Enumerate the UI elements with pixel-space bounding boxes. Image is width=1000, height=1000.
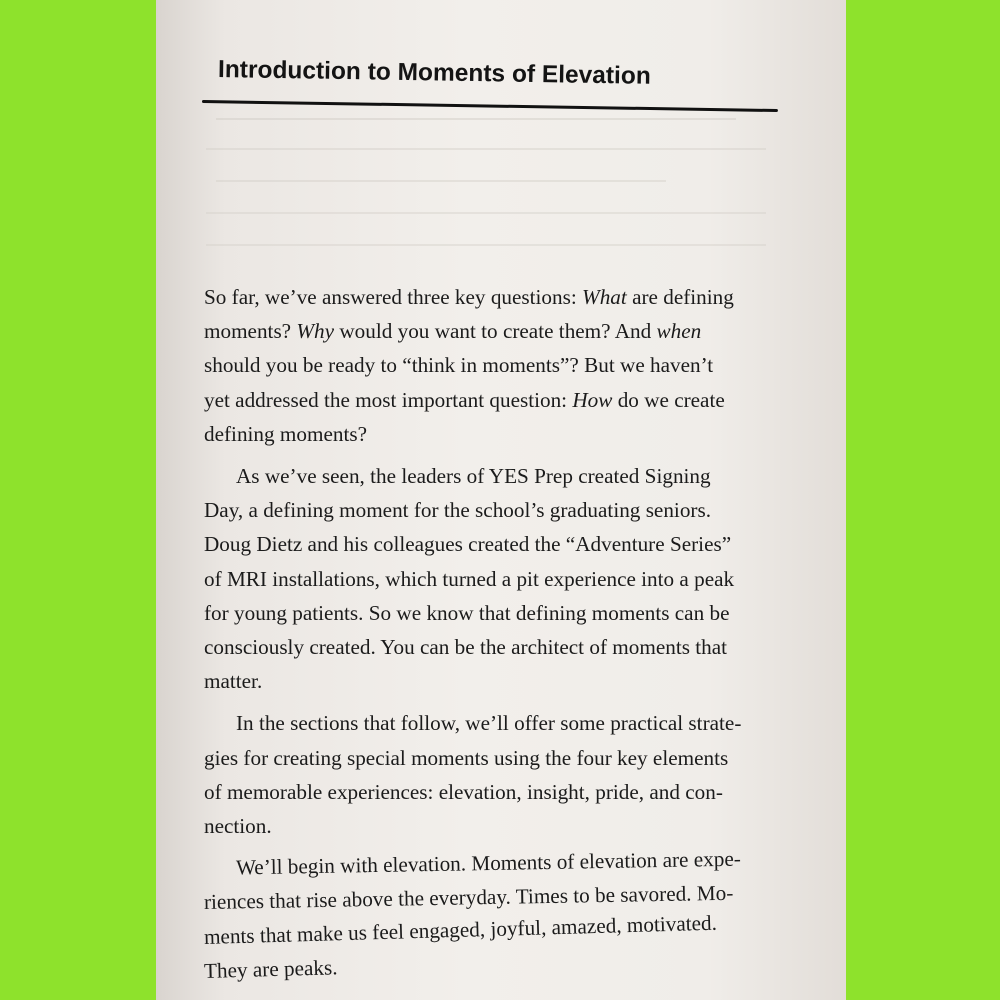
line: matter. (204, 669, 263, 694)
line: yet addressed the most important question: How do we create (204, 387, 725, 412)
line: So far, we’ve answered three key questions: What are defining (204, 285, 734, 309)
paragraph-4 (203, 846, 794, 988)
line: Day, a defining moment for the school’s graduating seniors. (204, 498, 712, 523)
line: As we’ve seen, the leaders of YES Prep created Signing (236, 464, 711, 489)
line: We’ll begin with elevation. Moments of elevation are expe- (235, 846, 741, 880)
paragraph-2 (204, 459, 794, 698)
body-text (204, 280, 794, 996)
paragraph-1 (204, 280, 794, 451)
line: gies for creating special moments using the four key elements (204, 745, 729, 770)
book-page (156, 0, 846, 1000)
line: of MRI installations, which turned a pit experience into a peak (204, 566, 735, 591)
line: In the sections that follow, we’ll offer some practical strate- (236, 711, 742, 736)
line: consciously created. You can be the architect of moments that (204, 635, 728, 660)
line: ments that make us feel engaged, joyful, amazed, motivated. (203, 910, 718, 949)
paragraph-3 (204, 706, 794, 843)
line: of memorable experiences: elevation, insight, pride, and con- (204, 779, 723, 804)
line: riences that rise above the everyday. Times to be savored. Mo- (203, 881, 734, 915)
line: nection. (204, 814, 272, 839)
line: for young patients. So we know that defining moments can be (204, 600, 730, 625)
line: should you be ready to “think in moments”? But we haven’t (204, 353, 714, 378)
line: Doug Dietz and his colleagues created the “Adventure Series” (204, 532, 732, 557)
line: moments? Why would you want to create them? And when (204, 319, 702, 344)
page-title: Introduction to Moments of Elevation (217, 56, 651, 90)
title-underline (202, 100, 778, 112)
line: defining moments? (204, 421, 367, 446)
line: They are peaks. (203, 955, 338, 983)
